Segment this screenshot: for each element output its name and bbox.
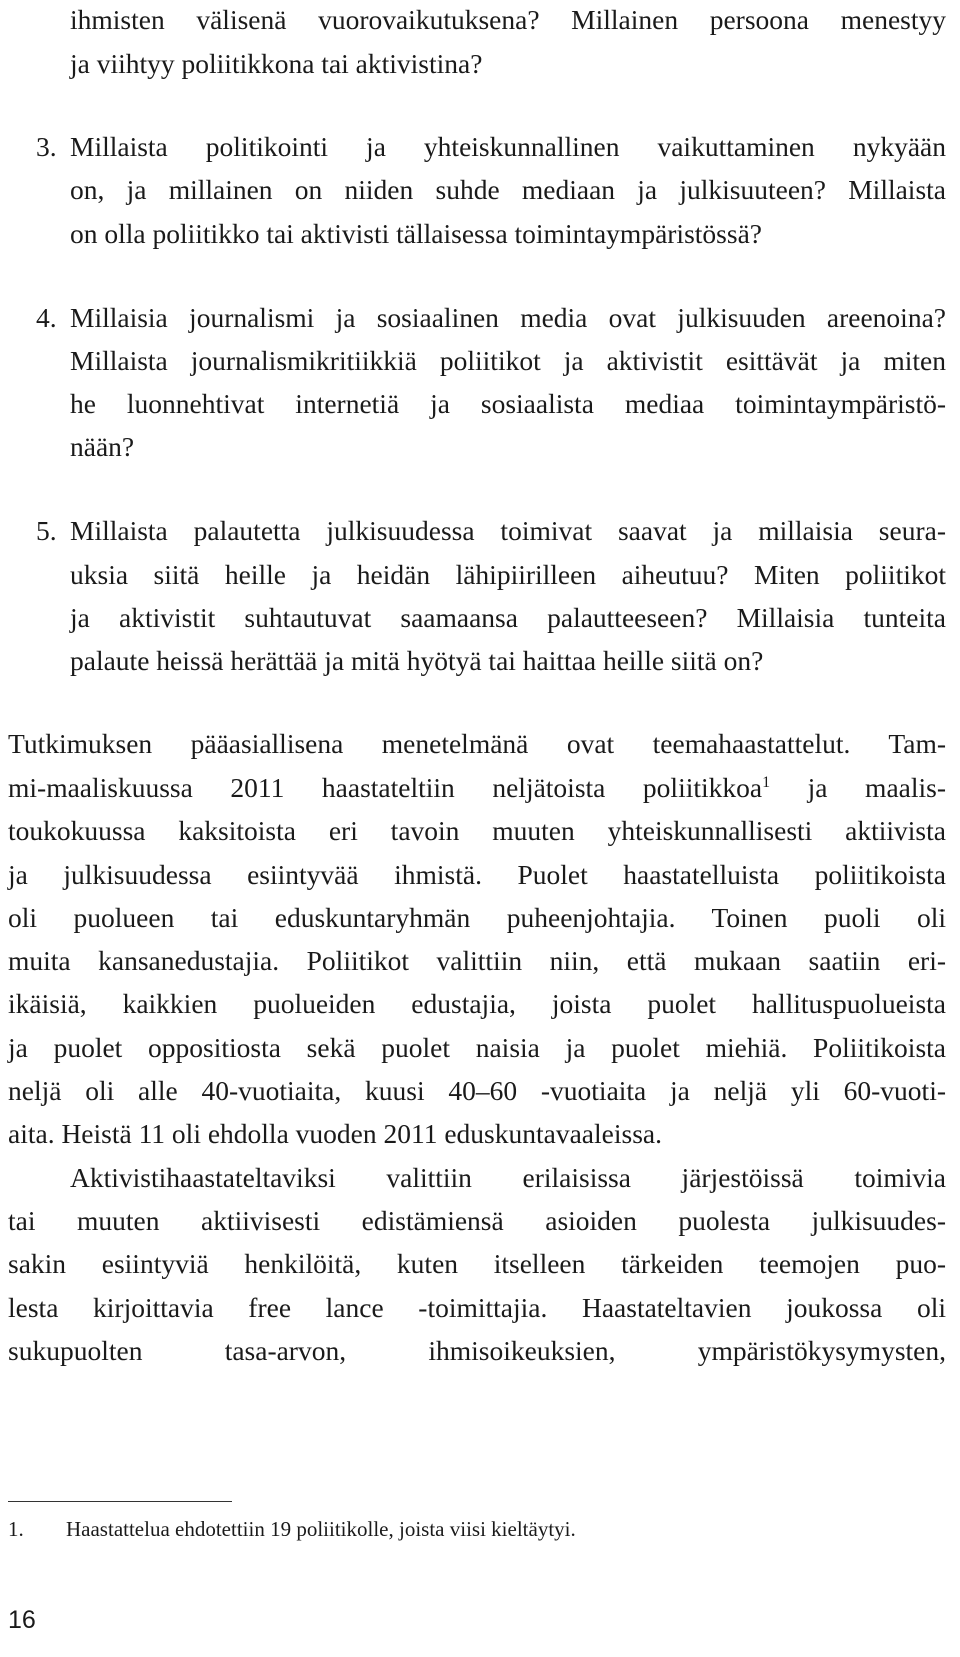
footnote-reference: 1 (762, 773, 771, 791)
paragraph-line: muita kansanedustajia. Poliitikot valittiin niin, että mukaan saatiin eri- (8, 945, 946, 976)
paragraph-line: sukupuolten tasa-arvon, ihmisoikeuksien, ympäristökysymysten, (8, 1335, 946, 1366)
list-item-line: nään? (70, 431, 135, 462)
footnote-number: 1. (8, 1517, 24, 1541)
list-item-line: Millaista politikointi ja yhteiskunnallinen vaikuttaminen nykyään (70, 131, 946, 162)
paragraph-line: ja puolet oppositiosta sekä puolet naisia ja puolet miehiä. Poliitikoista (8, 1032, 946, 1063)
footnote-divider (8, 1501, 232, 1502)
list-item-line: palaute heissä herättää ja mitä hyötyä tai haittaa heille siitä on? (70, 645, 764, 676)
footnote-text: Haastattelua ehdotettiin 19 poliitikolle, joista viisi kieltäytyi. (66, 1517, 576, 1541)
list-item-number: 3. (36, 131, 57, 162)
paragraph-line: ja julkisuudessa esiintyvää ihmistä. Puolet haastatelluista poliitikoista (8, 859, 946, 890)
list-item-line: Millaista palautetta julkisuudessa toimivat saavat ja millaisia seura- (70, 515, 946, 546)
paragraph-line-with-footnote (8, 774, 946, 802)
paragraph-line: lesta kirjoittavia free lance -toimittajia. Haastateltavien joukossa oli (8, 1292, 946, 1323)
paragraph-line: sakin esiintyviä henkilöitä, kuten itselleen tärkeiden teemojen puo- (8, 1248, 946, 1279)
paragraph-line: tai muuten aktiivisesti edistämiensä asioiden puolesta julkisuudes- (8, 1205, 946, 1236)
list-item-line: he luonnehtivat internetiä ja sosiaalista mediaa toimintaympäristö- (70, 388, 946, 419)
paragraph-line: Aktivistihaastateltaviksi valittiin erilaisissa järjestöissä toimivia (70, 1162, 946, 1193)
list-item-number: 4. (36, 302, 57, 333)
page-number: 16 (8, 1606, 36, 1634)
list-item-number: 5. (36, 515, 57, 546)
list-item-line: ja aktivistit suhtautuvat saamaansa palautteeseen? Millaisia tunteita (70, 602, 946, 633)
list-item-line: on olla poliitikko tai aktivisti tällaisessa toimintaympäristössä? (70, 218, 762, 249)
paragraph-text: mi-maaliskuussa 2011 haastateltiin neljätoista poliitikkoa (8, 772, 763, 803)
paragraph-line: neljä oli alle 40-vuotiaita, kuusi 40–60 -vuotiaita ja neljä yli 60-vuoti- (8, 1075, 946, 1106)
list-item-line: on, ja millainen on niiden suhde mediaan ja julkisuuteen? Millaista (70, 174, 946, 205)
paragraph-line: Tutkimuksen pääasiallisena menetelmänä ovat teemahaastattelut. Tam- (8, 728, 946, 759)
list-continuation-line: ihmisten välisenä vuorovaikutuksena? Millainen persoona menestyy (70, 4, 946, 35)
list-item-line: Millaisia journalismi ja sosiaalinen media ovat julkisuuden areenoina? (70, 302, 946, 333)
paragraph-text: ja maalis- (770, 772, 946, 803)
footnote (8, 1519, 576, 1540)
paragraph-line: aita. Heistä 11 oli ehdolla vuoden 2011 eduskuntavaaleissa. (8, 1118, 662, 1149)
list-item-line: Millaista journalismikritiikkiä poliitikot ja aktivistit esittävät ja miten (70, 345, 946, 376)
paragraph-line: ikäisiä, kaikkien puolueiden edustajia, joista puolet hallituspuolueista (8, 988, 946, 1019)
paragraph-line: toukokuussa kaksitoista eri tavoin muuten yhteiskunnallisesti aktiivista (8, 815, 946, 846)
paragraph-line: oli puolueen tai eduskuntaryhmän puheenjohtajia. Toinen puoli oli (8, 902, 946, 933)
list-continuation-line: ja viihtyy poliitikkona tai aktivistina? (70, 48, 483, 79)
list-item-line: uksia siitä heille ja heidän lähipiirilleen aiheutuu? Miten poliitikot (70, 559, 946, 590)
